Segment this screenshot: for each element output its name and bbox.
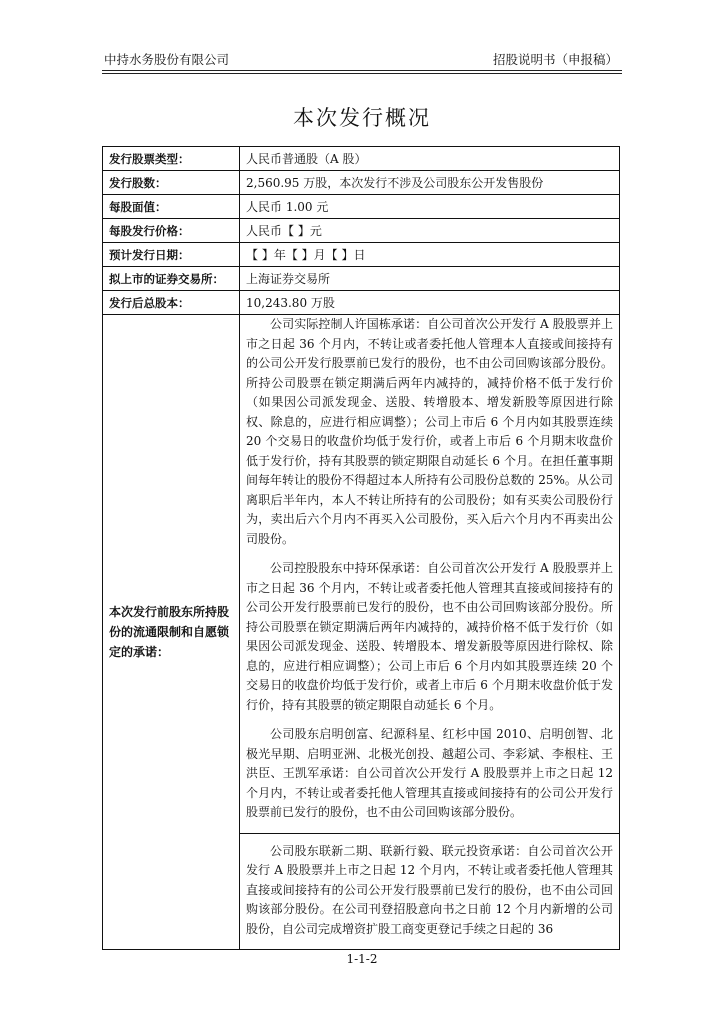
commitment-paragraph: 公司实际控制人许国栋承诺：自公司首次公开发行 A 股股票并上市之日起 36 个月内，不转让或者委托他人管理本人直接或间接持有的公司公开发行股票前已发行的股份，也不由公司回购该部分股份。所持公司股票在锁定期满后两年内减持的，减持价格不低于发行价（如果因公司派发现金、送股、转增股本、增发新股等原因进行除权、除息的，应进行相应调整）；公司上市后 6 个月内如其股票连续 20 个交易日的收盘价均低于发行价，或者上市后 6 个月期末收盘价低于发行价，持有其股票的锁定期限自动延长 6 个月。在担任董事期间每年转让的股份不得超过本人所持有公司股份总数的 25%。从公司离职后半年内，本人不转让所持有的公司股份；如有买卖公司股份行为，卖出后六个月内不再买入公司股份，买入后六个月内不再卖出公司股份。	[246, 317, 613, 546]
row-label: 拟上市的证券交易所：	[103, 267, 240, 291]
commitment-paragraph: 公司控股股东中持环保承诺：自公司首次公开发行 A 股股票并上市之日起 36 个月内，不转让或者委托他人管理其直接或间接持有的公司公开发行股票前已发行的股份，也不由公司回购该部分股份。所持公司股票在锁定期满后两年内减持的，减持价格不低于发行价（如果因公司派发现金、送股、转增股本、增发新股等原因进行除权、除息的，应进行相应调整）；公司上市后 6 个月内如其股票连续 20 个交易日的收盘价均低于发行价，或者上市后 6 个月期末收盘价低于发行价，持有其股票的锁定期限自动延长 6 个月。	[246, 561, 613, 712]
lockup-commitments	[240, 315, 620, 950]
paragraph-divider	[240, 833, 620, 834]
row-value: 人民币 1.00 元	[240, 195, 620, 219]
row-value: 人民币【 】元	[240, 219, 620, 243]
row-label: 发行后总股本：	[103, 291, 240, 315]
table-row	[103, 267, 620, 291]
table-row	[103, 195, 620, 219]
row-label: 每股面值：	[103, 195, 240, 219]
offering-overview-table	[102, 146, 620, 950]
table-row	[103, 291, 620, 315]
lockup-label: 本次发行前股东所持股份的流通限制和自愿锁定的承诺：	[103, 315, 240, 950]
row-value: 10,243.80 万股	[240, 291, 620, 315]
page-title: 本次发行概况	[293, 106, 431, 130]
row-label: 预计发行日期：	[103, 243, 240, 267]
table-row-lockup	[103, 315, 620, 950]
page-number: 1-1-2	[346, 952, 378, 966]
table-row	[103, 219, 620, 243]
header-doc-type: 招股说明书（申报稿）	[492, 52, 618, 67]
header-rule-thin	[102, 73, 622, 74]
table-row	[103, 243, 620, 267]
row-label: 发行股票类型：	[103, 147, 240, 171]
row-value: 【 】年【 】月【 】日	[240, 243, 620, 267]
table-row	[103, 171, 620, 195]
header-company: 中持水务股份有限公司	[104, 52, 230, 67]
header-rule	[102, 70, 622, 71]
commitment-paragraph: 公司股东联新二期、联新行毅、联元投资承诺：自公司首次公开发行 A 股股票并上市之日起 12 个月内，不转让或者委托他人管理其直接或间接持有的公司公开发行股票前已发行的股份，也不由公司回购该部分股份。在公司刊登招股意向书之日前 12 个月内新增的公司股份，自公司完成增资扩股工商变更登记手续之日起的 36	[246, 843, 613, 936]
row-label: 发行股数：	[103, 171, 240, 195]
row-label: 每股发行价格：	[103, 219, 240, 243]
row-value: 2,560.95 万股，本次发行不涉及公司股东公开发售股份	[240, 171, 620, 195]
row-value: 上海证券交易所	[240, 267, 620, 291]
table-row	[103, 147, 620, 171]
row-value: 人民币普通股（A 股）	[240, 147, 620, 171]
commitment-paragraph: 公司股东启明创富、纪源科星、红杉中国 2010、启明创智、北极光早期、启明亚洲、北极光创投、越超公司、李彩斌、李根柱、王洪臣、王凯军承诺：自公司首次公开发行 A 股股票并上市之日起 12 个月内，不转让或者委托他人管理其直接或间接持有的公司公开发行股票前已发行的股份，也不由公司回购该部分股份。	[246, 727, 613, 819]
